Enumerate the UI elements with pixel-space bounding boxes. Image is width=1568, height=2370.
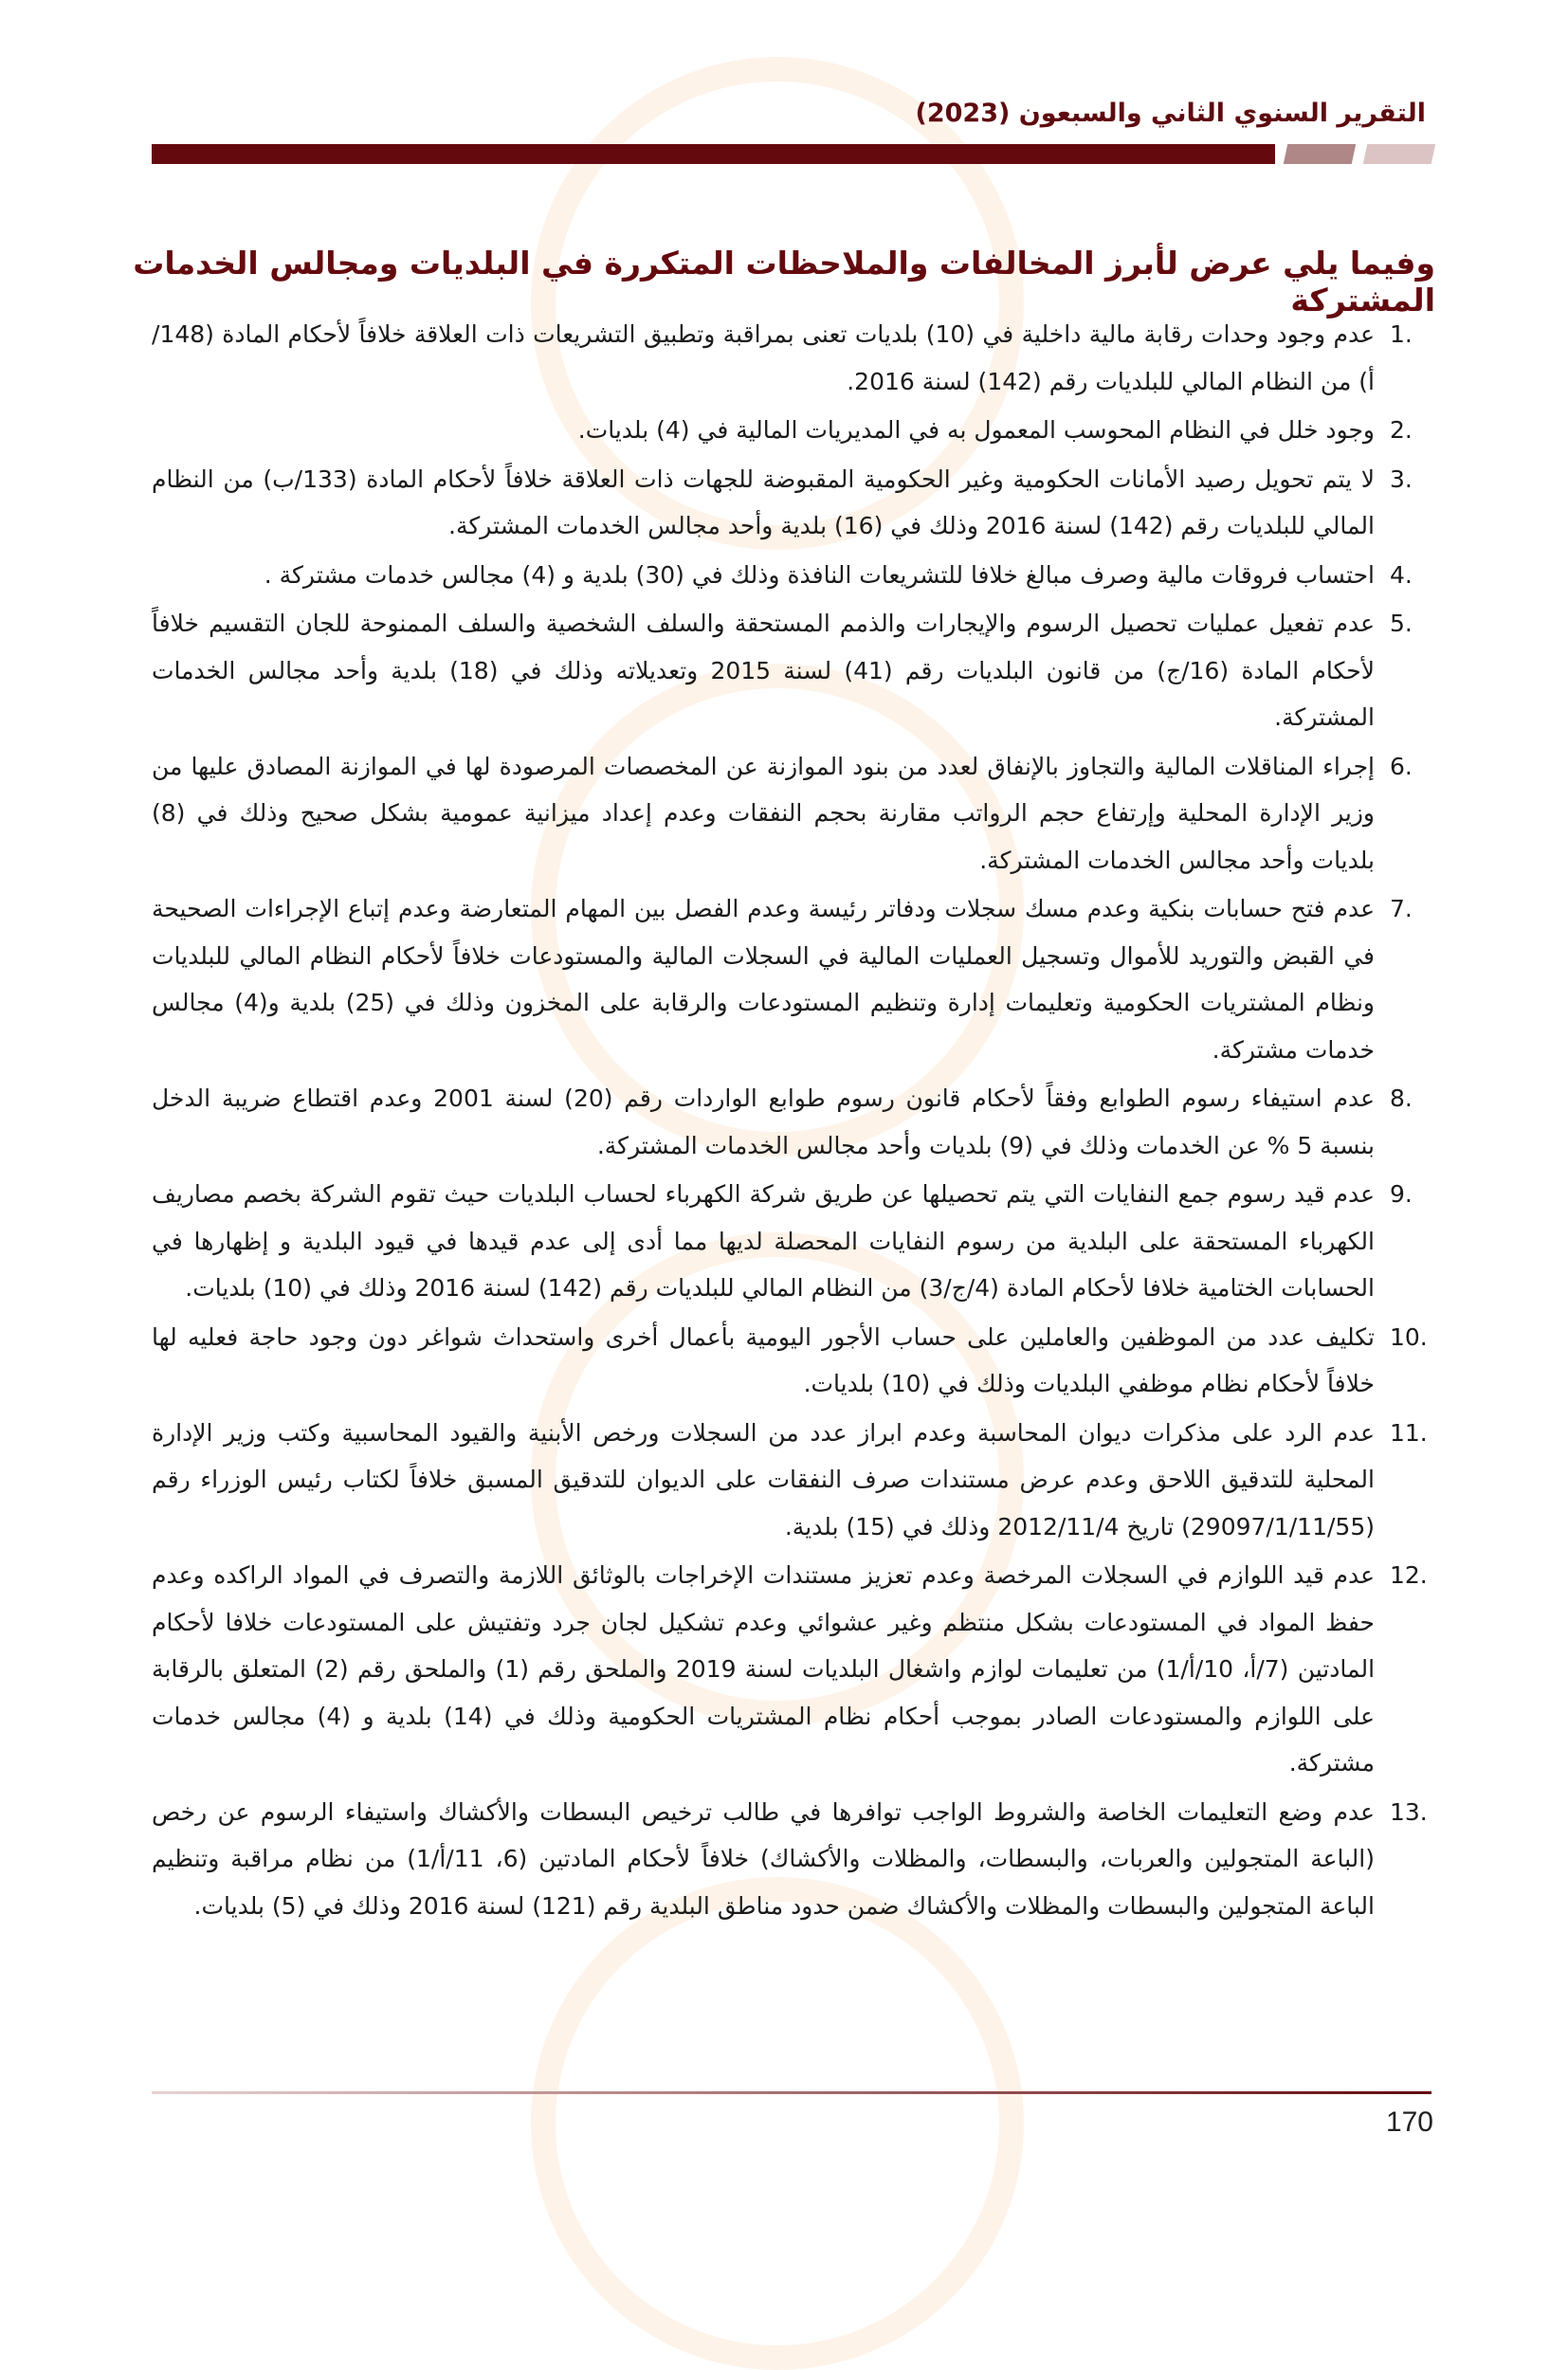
footer-divider — [152, 2091, 1431, 2094]
header-bar-accent — [1363, 144, 1435, 164]
item-text: عدم الرد على مذكرات ديوان المحاسبة وعدم ابراز عدد من السجلات ورخص الأبنية والقيود المحاسبية وكتب وزير الإدارة المحلية للتدقيق اللاحق وعدم عرض مستندات صرف النفقات على الديوان للتدقيق المسبق خلافاً لكتاب رئيس الوزراء رقم (29097/1/11/55) تاريخ 2012/11/4 وذلك في (15) بلدية. — [152, 1418, 1375, 1540]
watermark-clock — [531, 1877, 1024, 2370]
list-item — [152, 1789, 1428, 1930]
item-text: عدم قيد رسوم جمع النفايات التي يتم تحصيلها عن طريق شركة الكهرباء لحساب البلديات حيث تقوم الشركة بخصم مصاريف الكهرباء المستحقة على البلدية من رسوم النفايات المحصلة لديها مما أدى إلى عدم قيدها في قيود البلدية و إظهارها في الحسابات الختامية خلافا لأحكام المادة (4/ج/3) من النظام المالي للبلديات رقم (142) لسنة 2016 وذلك في (10) بلديات. — [152, 1180, 1375, 1302]
list-item — [152, 600, 1413, 741]
item-text: تكليف عدد من الموظفين والعاملين على حساب الأجور اليومية بأعمال أخرى واستحداث شواغر دون وجود حاجة فعليه لها خلافاً لأحكام نظام موظفي البلديات وذلك في (10) بلديات. — [152, 1322, 1375, 1397]
item-number: 10. — [1390, 1322, 1428, 1351]
item-number: 6. — [1390, 752, 1413, 780]
list-item — [152, 1075, 1413, 1169]
item-text: وجود خلل في النظام المحوسب المعمول به في المديريات المالية في (4) بلديات. — [577, 416, 1375, 444]
item-number: 2. — [1390, 416, 1413, 444]
item-text: عدم وجود وحدات رقابة مالية داخلية في (10) بلديات تعنى بمراقبة وتطبيق التشريعات ذات العلاقة خلافاً لأحكام المادة (148/أ) من النظام المالي للبلديات رقم (142) لسنة 2016. — [152, 320, 1375, 395]
item-text: لا يتم تحويل رصيد الأمانات الحكومية وغير الحكومية المقبوضة للجهات ذات العلاقة خلافاً لأحكام المادة (133/ب) من النظام المالي للبلديات رقم (142) لسنة 2016 وذلك في (16) بلدية وأحد مجالس الخدمات المشتركة. — [152, 465, 1375, 539]
list-item — [152, 311, 1413, 405]
list-item — [152, 552, 1413, 599]
item-number: 5. — [1390, 610, 1413, 637]
list-item — [152, 456, 1413, 550]
item-number: 1. — [1390, 320, 1413, 348]
item-number: 3. — [1390, 465, 1413, 493]
list-item — [152, 1171, 1413, 1312]
list-item — [152, 407, 1413, 454]
item-number: 9. — [1390, 1180, 1413, 1208]
findings-list — [152, 311, 1428, 1931]
item-text: عدم تفعيل عمليات تحصيل الرسوم والإيجارات والذمم المستحقة والسلف الشخصية والسلف الممنوحة للجان التقسيم خلافاً لأحكام المادة (16/ج) من قانون البلديات رقم (41) لسنة 2015 وتعديلاته وذلك في (18) بلدية وأحد مجالس الخدمات المشتركة. — [152, 610, 1376, 731]
list-item — [152, 1314, 1428, 1408]
item-number: 7. — [1390, 895, 1413, 922]
item-number: 13. — [1390, 1797, 1428, 1826]
item-number: 8. — [1390, 1085, 1413, 1112]
item-text: عدم وضع التعليمات الخاصة والشروط الواجب توافرها في طالب ترخيص البسطات والأكشاك واستيفاء الرسوم عن رخص (الباعة المتجولين والعربات، والبسطات، والمظلات والأكشاك) خلافاً لأحكام المادتين (6، 11/أ/1) من نظام مراقبة وتنظيم الباعة المتجولين والبسطات والمظلات والأكشاك ضمن حدود مناطق البلدية رقم (121) لسنة 2016 وذلك في (5) بلديات. — [152, 1797, 1375, 1920]
list-item — [152, 743, 1413, 884]
list-item — [152, 1410, 1428, 1551]
page-number: 170 — [1385, 2106, 1433, 2138]
list-item — [152, 885, 1413, 1073]
item-text: إجراء المناقلات المالية والتجاوز بالإنفاق لعدد من بنود الموازنة عن المخصصات المرصودة لها في الموازنة المصادق عليها من وزير الإدارة المحلية وإرتفاع حجم الرواتب مقارنة بحجم النفقات وعدم إعداد ميزانية عمومية بشكل صحيح وذلك في (8) بلديات وأحد مجالس الخدمات المشتركة. — [152, 752, 1375, 874]
list-item — [152, 1552, 1428, 1787]
item-number: 4. — [1390, 560, 1413, 589]
item-text: احتساب فروقات مالية وصرف مبالغ خلافا للتشريعات النافذة وذلك في (30) بلدية و (4) مجالس خدمات مشتركة . — [264, 560, 1375, 589]
item-text: عدم استيفاء رسوم الطوابع وفقاً لأحكام قانون رسوم طوابع الواردات رقم (20) لسنة 2001 وعدم اقتطاع ضريبة الدخل بنسبة 5 % عن الخدمات وذلك في (9) بلديات وأحد مجالس الخدمات المشتركة. — [152, 1085, 1375, 1159]
item-number: 12. — [1390, 1561, 1428, 1589]
report-header-title: التقرير السنوي الثاني والسبعون (2023) — [915, 99, 1426, 128]
section-title: وفيما يلي عرض لأبرز المخالفات والملاحظات المتكررة في البلديات ومجالس الخدمات المشتركة — [133, 245, 1435, 319]
item-text: عدم قيد اللوازم في السجلات المرخصة وعدم تعزيز مستندات الإخراجات بالوثائق اللازمة والتصرف في المواد الراكده وعدم حفظ المواد في المستودعات بشكل منتظم وغير عشوائي وعدم تشكيل لجان جرد وتفتيش على المستودعات خلافا لأحكام المادتين (7/أ، 10/أ/1) من تعليمات لوازم واشغال البلديات لسنة 2019 والملحق رقم (1) والملحق رقم (2) المتعلق بالرقابة على اللوازم والمستودعات الصادر بموجب أحكام نظام المشتريات الحكومية وذلك في (14) بلدية و (4) مجالس خدمات مشتركة. — [152, 1561, 1376, 1777]
item-number: 11. — [1390, 1418, 1428, 1447]
header-bar — [152, 144, 1275, 164]
header-bar-accent — [1284, 144, 1356, 164]
item-text: عدم فتح حسابات بنكية وعدم مسك سجلات ودفاتر رئيسة وعدم الفصل بين المهام المتعارضة وعدم إتباع الإجراءات الصحيحة في القبض والتوريد للأموال وتسجيل العمليات المالية في السجلات المالية والمستودعات خلافاً لأحكام النظام المالي للبلديات ونظام المشتريات الحكومية وتعليمات إدارة وتنظيم المستودعات والرقابة على المخزون وذلك في (25) بلدية و(4) مجالس خدمات مشتركة. — [152, 895, 1375, 1064]
